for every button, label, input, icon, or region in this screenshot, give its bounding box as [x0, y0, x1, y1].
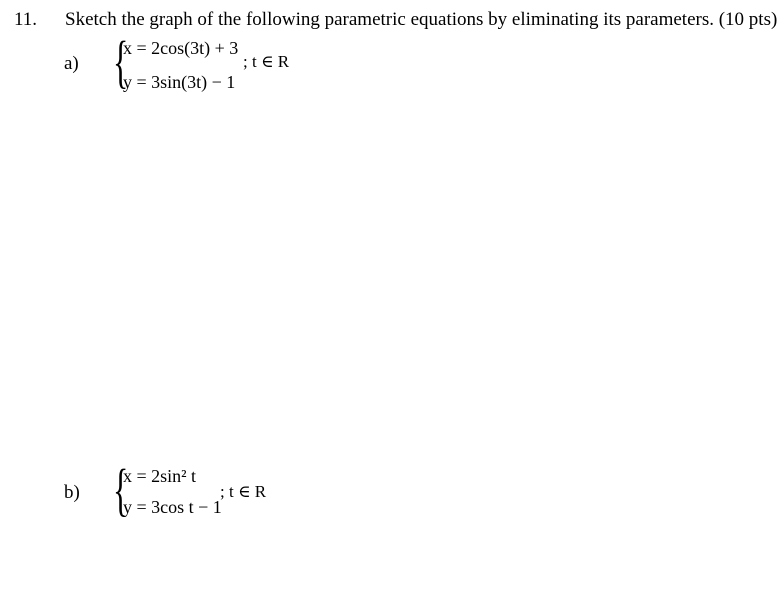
- part-b-x-equation: x = 2sin² t: [123, 466, 197, 486]
- part-a-label: a): [64, 53, 79, 74]
- part-b-domain: ; t ∈ R: [220, 482, 267, 501]
- part-b-brace: {: [113, 457, 129, 522]
- part-a-domain: ; t ∈ R: [243, 52, 290, 71]
- question-text: Sketch the graph of the following parametric equations by eliminating its parameters. (10 pts): [65, 9, 778, 30]
- part-a-x-equation: x = 2cos(3t) + 3: [123, 38, 239, 58]
- part-b-y-equation: y = 3cos t − 1: [123, 497, 222, 517]
- part-b-label: b): [64, 482, 80, 503]
- question-number: 11.: [14, 9, 38, 30]
- part-a-y-equation: y = 3sin(3t) − 1: [123, 72, 236, 92]
- part-a-brace: {: [113, 29, 129, 94]
